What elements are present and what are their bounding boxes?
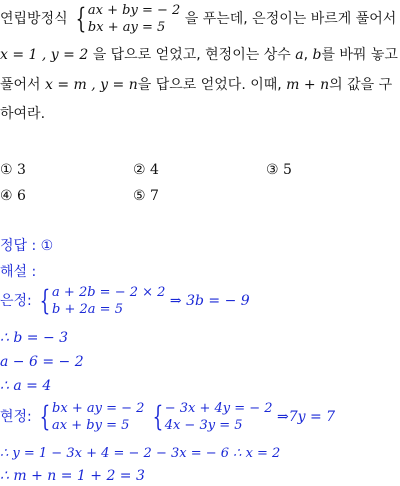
choice-number: ② (133, 162, 146, 178)
choice-value: 4 (150, 162, 159, 178)
choice-value: 5 (283, 162, 292, 178)
question-line-3 (0, 75, 392, 95)
step-b: ∴ b = − 3 (0, 330, 69, 346)
hyeonjeong-system-1 (52, 400, 144, 434)
given-solution: x = 1 , y = 2 (0, 47, 89, 63)
choice-2[interactable] (133, 160, 159, 180)
system-brace: { (75, 2, 87, 35)
system-brace: { (39, 400, 51, 433)
hyeonjeong-line (0, 400, 335, 434)
system-row-1: ax + by = − 2 (87, 3, 181, 18)
system-row-2: b + 2a = 5 (52, 302, 123, 317)
choice-number: ③ (266, 162, 279, 178)
question-after-system: 을 푸는데, 은정이는 바르게 풀어서 (184, 11, 397, 27)
choice-number: ⑤ (133, 188, 146, 204)
unknown-solution: x = m , y = n (45, 77, 138, 93)
answer-value: ① (40, 238, 54, 254)
system-row-2: bx + ay = 5 (87, 20, 166, 35)
answer-label: 정답 : (0, 238, 37, 254)
eunjeong-result: ⇒ 3b = − 9 (169, 293, 250, 309)
choice-3[interactable] (266, 160, 292, 180)
step-a-substitute: a − 6 = − 2 (0, 354, 84, 370)
choice-1[interactable] (0, 160, 26, 180)
system-row-2: 4x − 3y = 5 (164, 418, 243, 433)
system-row-1: bx + ay = − 2 (52, 401, 145, 416)
choice-value: 3 (17, 162, 26, 178)
question-text: 를 바꿔 놓고 (321, 47, 398, 63)
system-brace: { (152, 400, 164, 433)
choice-number: ④ (0, 188, 13, 204)
constant-b: b (312, 47, 322, 63)
choice-value: 6 (17, 188, 26, 204)
eunjeong-label: 은정: (0, 293, 32, 309)
question-text: 풀어서 (0, 77, 41, 93)
question-line-2 (0, 45, 398, 65)
question-system (88, 2, 180, 36)
constant-a: a (295, 47, 304, 63)
hyeonjeong-label: 현정: (0, 409, 32, 425)
hyeonjeong-result: ⇒7y = 7 (277, 409, 336, 425)
choice-4[interactable] (0, 186, 26, 206)
question-line-1 (0, 2, 396, 36)
hyeonjeong-system-2 (165, 400, 273, 434)
question-text: 을 답으로 얻었다. 이때, (137, 77, 282, 93)
target-expression: m + n (286, 77, 330, 93)
question-text: 을 답으로 얻었고, 현정이는 상수 (92, 47, 291, 63)
answer-line (0, 236, 53, 256)
comma: , (303, 47, 309, 63)
system-row-2: ax + by = 5 (52, 418, 130, 433)
question-lead: 연립방정식 (0, 11, 68, 27)
eunjeong-system (52, 284, 165, 318)
question-line-4: 하여라. (0, 106, 46, 122)
explanation-label: 해설 : (0, 264, 37, 280)
system-brace: { (39, 284, 51, 317)
system-row-1: − 3x + 4y = − 2 (164, 401, 273, 416)
choice-number: ① (0, 162, 13, 178)
choice-5[interactable] (133, 186, 159, 206)
step-x-y: ∴ y = 1 − 3x + 4 = − 2 − 3x = − 6 ∴ x = 2 (0, 446, 281, 461)
eunjeong-line (0, 284, 250, 318)
choice-value: 7 (150, 188, 159, 204)
system-row-1: a + 2b = − 2 × 2 (52, 285, 166, 300)
step-final: ∴ m + n = 1 + 2 = 3 (0, 468, 145, 484)
step-a: ∴ a = 4 (0, 378, 52, 394)
question-text: 의 값을 구 (329, 77, 393, 93)
